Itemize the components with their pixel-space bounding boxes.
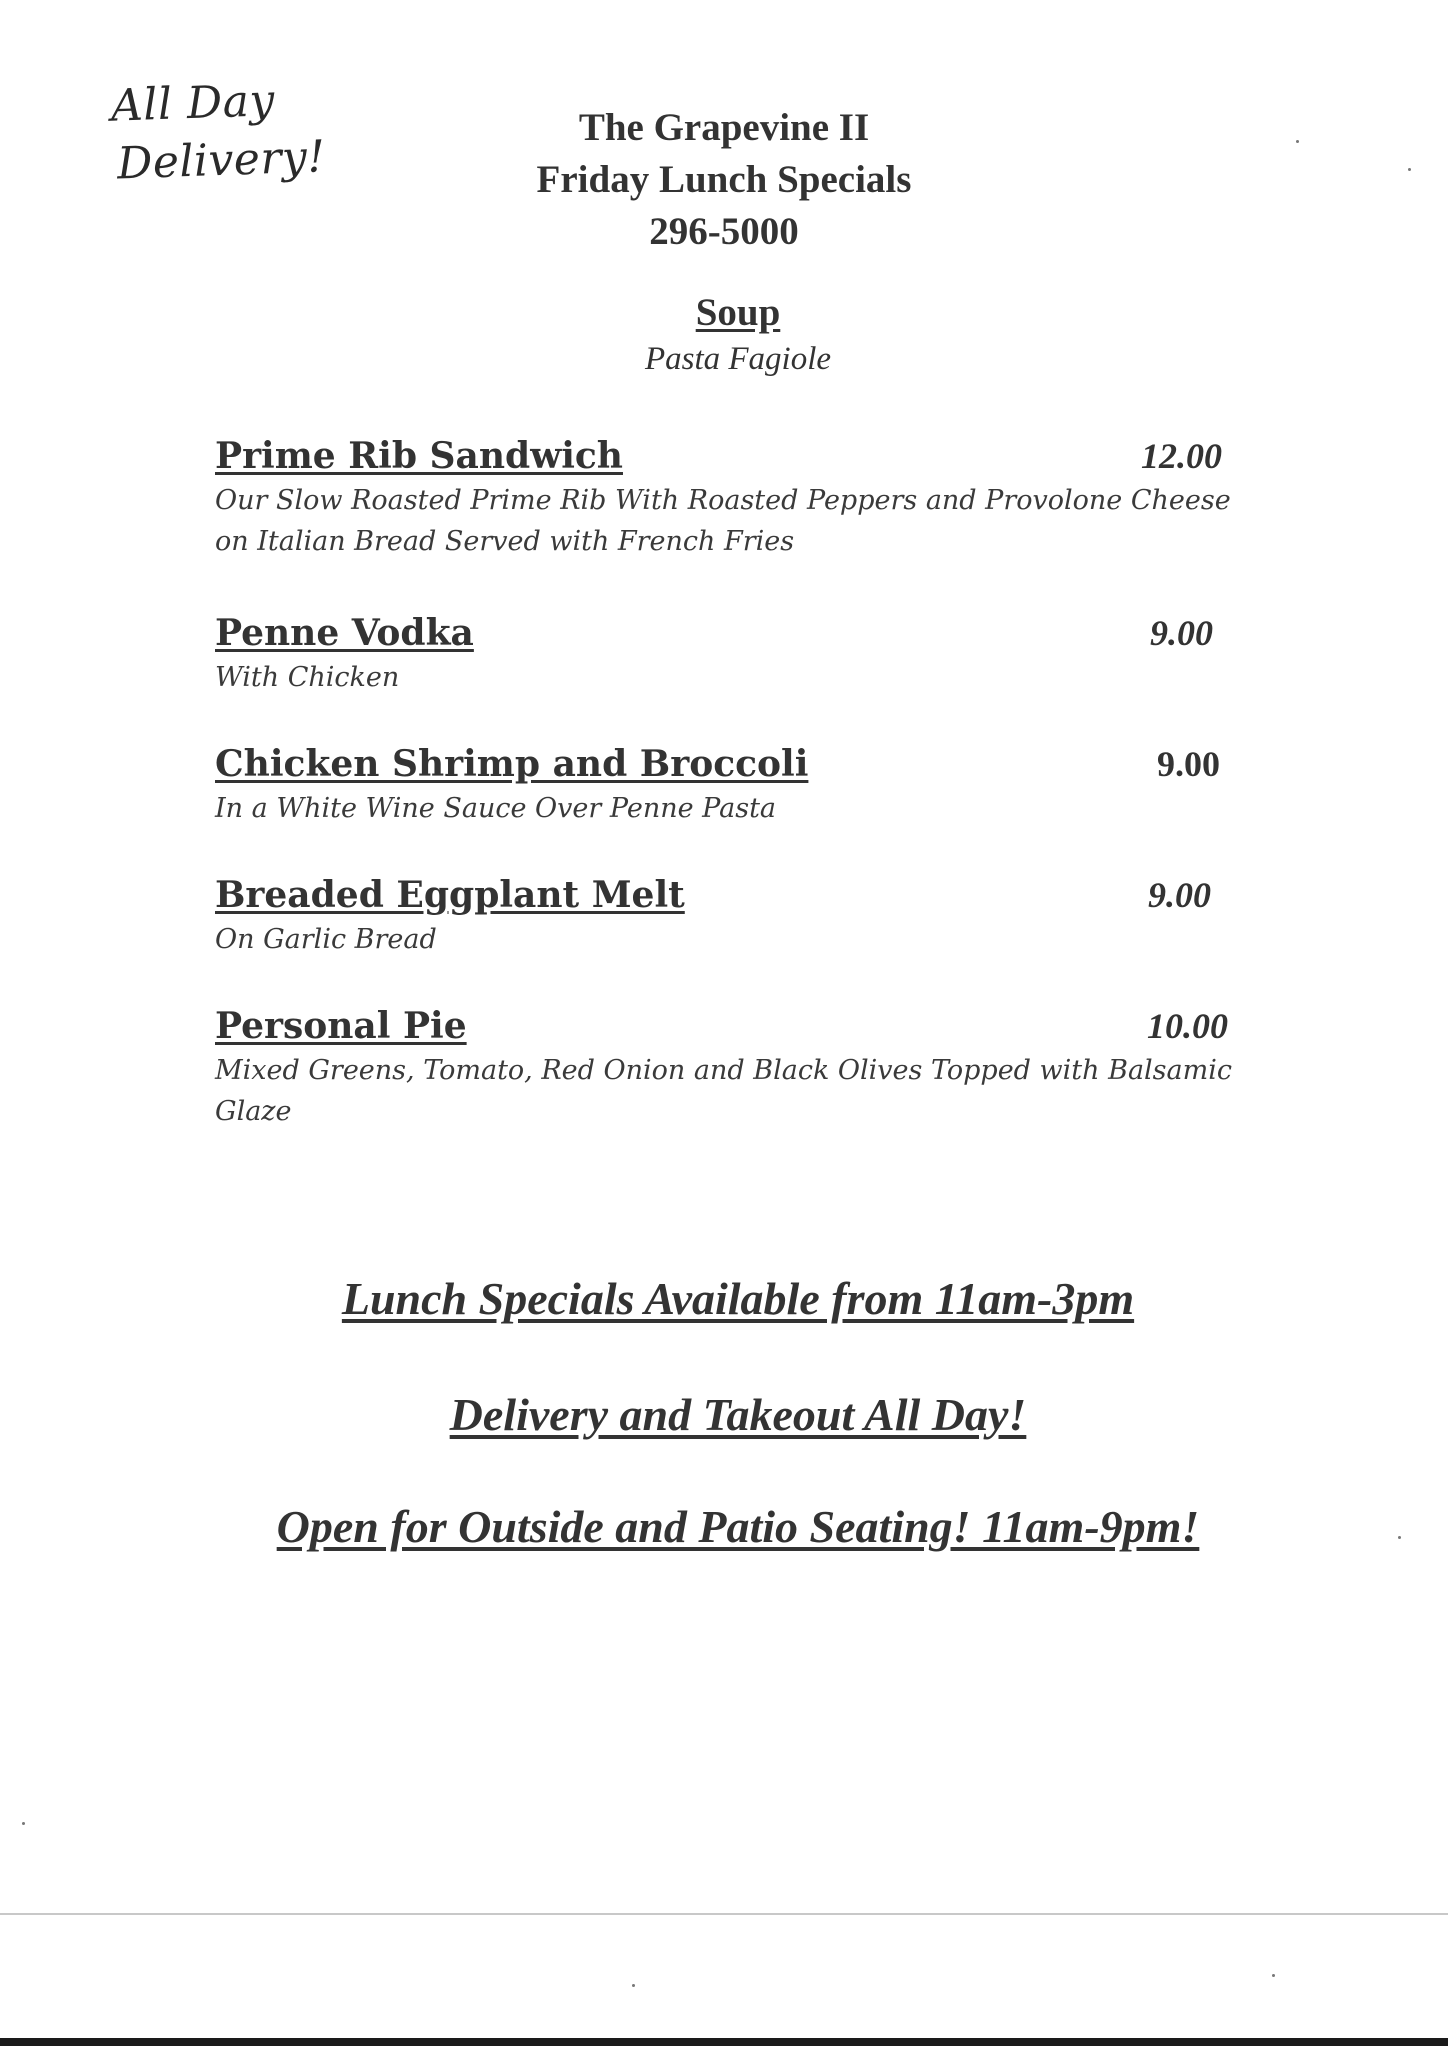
item-price: 10.00	[1147, 1006, 1228, 1046]
item-description-line: Our Slow Roasted Prime Rib With Roasted Peppers and Provolone Cheese	[215, 485, 1231, 516]
note-line-1: All Day	[110, 75, 276, 132]
item-description-line: In a White Wine Sauce Over Penne Pasta	[215, 793, 777, 824]
item-title: Breaded Eggplant Melt	[215, 874, 685, 916]
menu-item	[215, 611, 1245, 698]
item-description	[215, 919, 1245, 960]
restaurant-name: The Grapevine II	[578, 106, 870, 149]
menu-item	[215, 1004, 1245, 1132]
scan-speck	[1296, 140, 1299, 143]
menu-item	[215, 873, 1245, 960]
item-description	[215, 788, 1245, 829]
lunch-hours-notice: Lunch Specials Available from 11am-3pm	[341, 1273, 1135, 1324]
seating-notice: Open for Outside and Patio Seating! 11am-9pm!	[276, 1501, 1200, 1552]
scan-edge	[0, 2038, 1448, 2046]
item-title: Penne Vodka	[215, 612, 474, 654]
item-description	[215, 657, 1245, 698]
item-price: 12.00	[1141, 436, 1222, 476]
scan-speck	[1408, 168, 1411, 171]
menu-item	[215, 742, 1245, 829]
scan-divider	[0, 1913, 1448, 1915]
soup-heading: Soup	[695, 291, 781, 334]
scan-speck	[1398, 1536, 1401, 1539]
phone-number: 296-5000	[649, 210, 799, 253]
item-description	[215, 1050, 1245, 1132]
item-title: Personal Pie	[215, 1005, 467, 1047]
scan-speck	[22, 1822, 25, 1825]
delivery-notice: Delivery and Takeout All Day!	[449, 1389, 1027, 1440]
item-description-line: Mixed Greens, Tomato, Red Onion and Black Olives Topped with Balsamic	[215, 1055, 1232, 1086]
item-description	[215, 480, 1245, 562]
item-title: Chicken Shrimp and Broccoli	[215, 743, 809, 785]
scan-speck	[1272, 1974, 1275, 1977]
item-description-line: With Chicken	[215, 662, 400, 693]
item-description-line: On Garlic Bread	[215, 924, 437, 955]
item-price: 9.00	[1157, 744, 1220, 784]
item-title: Prime Rib Sandwich	[215, 435, 623, 477]
menu-header	[0, 102, 1448, 258]
scan-speck	[632, 1984, 635, 1987]
menu-item	[215, 434, 1245, 562]
note-line-2: Delivery!	[116, 131, 327, 190]
item-description-line: Glaze	[215, 1096, 292, 1127]
item-description-line: on Italian Bread Served with French Fries	[215, 526, 795, 557]
item-price: 9.00	[1148, 875, 1211, 915]
soup-item: Pasta Fagiole	[644, 341, 832, 377]
menu-subtitle: Friday Lunch Specials	[536, 158, 912, 201]
item-price: 9.00	[1150, 613, 1213, 653]
